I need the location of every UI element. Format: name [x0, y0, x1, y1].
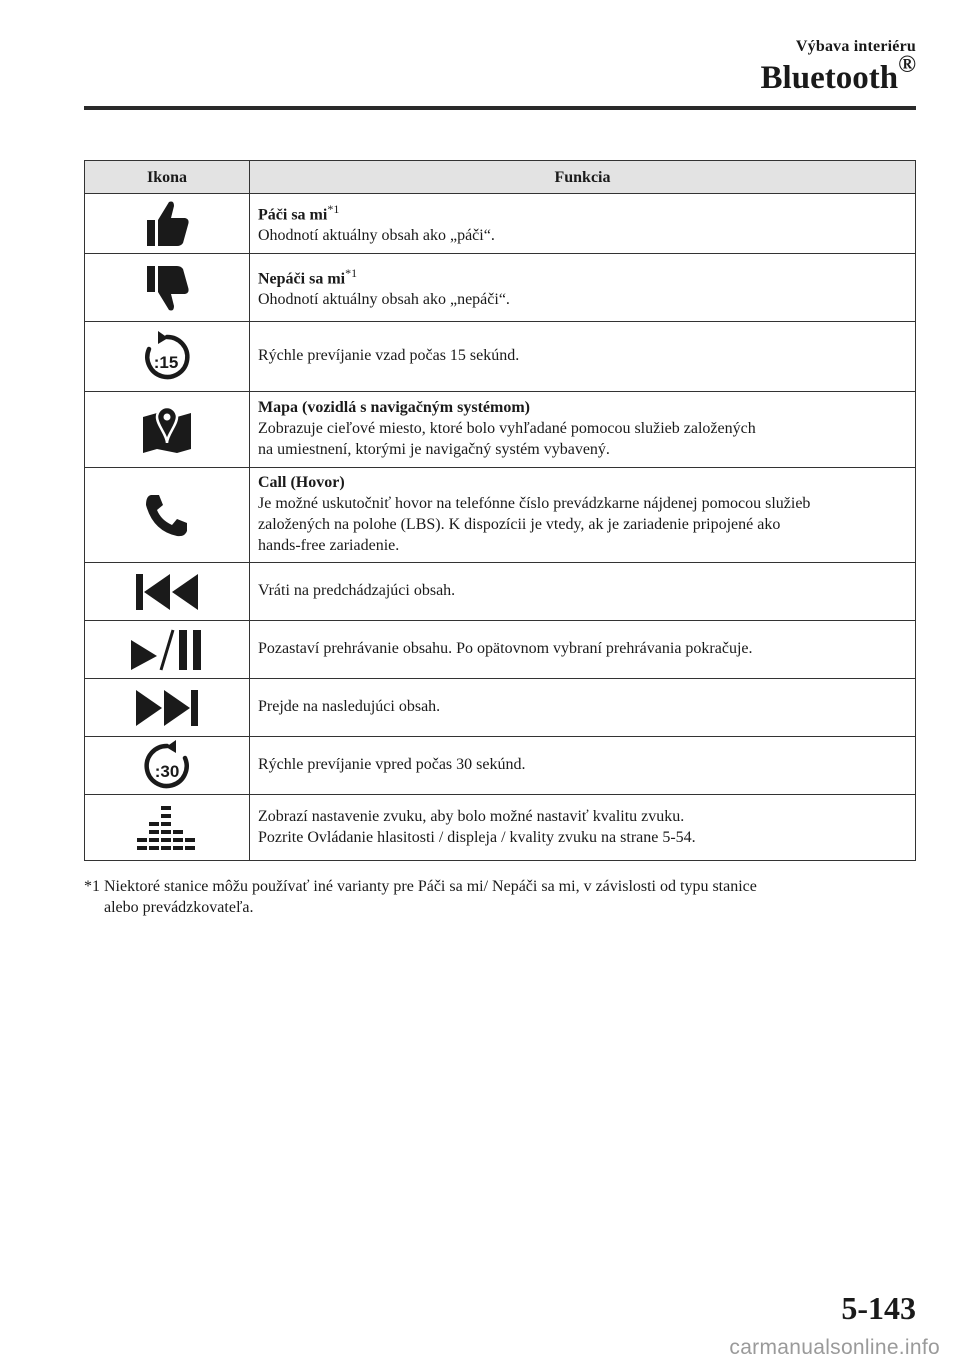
header-rule — [84, 106, 916, 110]
table-row — [85, 194, 916, 254]
skip-previous-icon — [134, 572, 200, 612]
icon-cell — [85, 322, 250, 392]
function-cell — [250, 621, 916, 679]
page-title-text: Bluetooth — [760, 60, 899, 96]
function-cell — [250, 563, 916, 621]
column-header-icon: Ikona — [85, 161, 250, 194]
page-number: 5-143 — [841, 1290, 916, 1326]
map-pin-icon — [139, 405, 195, 455]
function-description: Pozastaví prehrávanie obsahu. Po opätovnom vybraní prehrávania pokračuje. — [258, 640, 753, 657]
function-description: na umiestnení, ktorými je navigačný systém vybavený. — [258, 441, 610, 458]
column-header-function: Funkcia — [250, 161, 916, 194]
function-description: založených na polohe (LBS). K dispozícii je vtedy, ak je zariadenie pripojené ako — [258, 516, 781, 533]
icon-cell — [85, 468, 250, 563]
section-title: Výbava interiéru — [795, 38, 916, 55]
rewind-15-label: :15 — [153, 352, 179, 372]
icon-function-table — [84, 160, 916, 861]
phone-icon — [143, 491, 191, 539]
forward-30-label: :30 — [154, 761, 180, 781]
function-description: Rýchle prevíjanie vzad počas 15 sekúnd. — [258, 347, 520, 364]
footnote-line: *1 Niektoré stanice môžu používať iné varianty pre Páči sa mi/ Nepáči sa mi, v závislosti od typu stanice — [84, 878, 757, 895]
function-title-text: Nepáči sa mi — [258, 270, 346, 288]
function-title: Call (Hovor) — [258, 474, 345, 491]
function-cell — [250, 322, 916, 392]
icon-cell — [85, 563, 250, 621]
icon-cell — [85, 737, 250, 795]
table-row — [85, 563, 916, 621]
function-cell — [250, 392, 916, 468]
function-description: Ohodnotí aktuálny obsah ako „páči“. — [258, 227, 495, 245]
function-description: Je možné uskutočniť hovor na telefónne číslo prevádzkarne nájdenej pomocou služieb — [258, 495, 811, 512]
function-cell — [250, 795, 916, 861]
table-header-row — [85, 161, 916, 194]
rewind-15-icon — [141, 331, 193, 383]
table-row — [85, 322, 916, 392]
forward-30-icon — [141, 740, 193, 792]
icon-cell — [85, 795, 250, 861]
registered-mark: ® — [898, 52, 916, 78]
thumbs-up-icon — [143, 198, 191, 250]
table-row — [85, 392, 916, 468]
function-description: Prejde na nasledujúci obsah. — [258, 698, 441, 715]
function-title: Mapa (vozidlá s navigačným systémom) — [258, 399, 530, 416]
footnote-ref: *1 — [327, 201, 340, 216]
function-title — [258, 199, 907, 225]
footnote-line: alebo prevádzkovateľa. — [104, 899, 254, 916]
play-pause-icon — [129, 628, 205, 672]
table-row — [85, 737, 916, 795]
function-title — [258, 263, 907, 289]
page-title — [760, 52, 916, 97]
function-description: hands-free zariadenie. — [258, 537, 400, 554]
function-description: Zobrazuje cieľové miesto, ktoré bolo vyhľadané pomocou služieb založených — [258, 420, 756, 437]
watermark: carmanualsonline.info — [729, 1336, 940, 1359]
function-description: Rýchle prevíjanie vpred počas 30 sekúnd. — [258, 756, 526, 773]
footnote — [84, 876, 884, 918]
icon-cell — [85, 392, 250, 468]
table-row — [85, 795, 916, 861]
function-description: Vráti na predchádzajúci obsah. — [258, 582, 456, 599]
function-cell — [250, 194, 916, 254]
table-row — [85, 679, 916, 737]
skip-next-icon — [134, 688, 200, 728]
icon-cell — [85, 679, 250, 737]
equalizer-icon — [137, 804, 197, 852]
table-row — [85, 468, 916, 563]
function-cell — [250, 737, 916, 795]
footnote-ref: *1 — [345, 265, 358, 280]
function-description: Pozrite Ovládanie hlasitosti / displeja / kvality zvuku na strane 5-54. — [258, 828, 696, 846]
icon-cell — [85, 621, 250, 679]
thumbs-down-icon — [143, 262, 191, 314]
icon-cell — [85, 254, 250, 322]
icon-cell — [85, 194, 250, 254]
table-row — [85, 621, 916, 679]
function-description: Ohodnotí aktuálny obsah ako „nepáči“. — [258, 291, 510, 309]
function-title-text: Páči sa mi — [258, 206, 328, 224]
function-cell — [250, 254, 916, 322]
function-cell — [250, 468, 916, 563]
function-description: Zobrazí nastavenie zvuku, aby bolo možné nastaviť kvalitu zvuku. — [258, 807, 685, 825]
table-row — [85, 254, 916, 322]
function-cell — [250, 679, 916, 737]
